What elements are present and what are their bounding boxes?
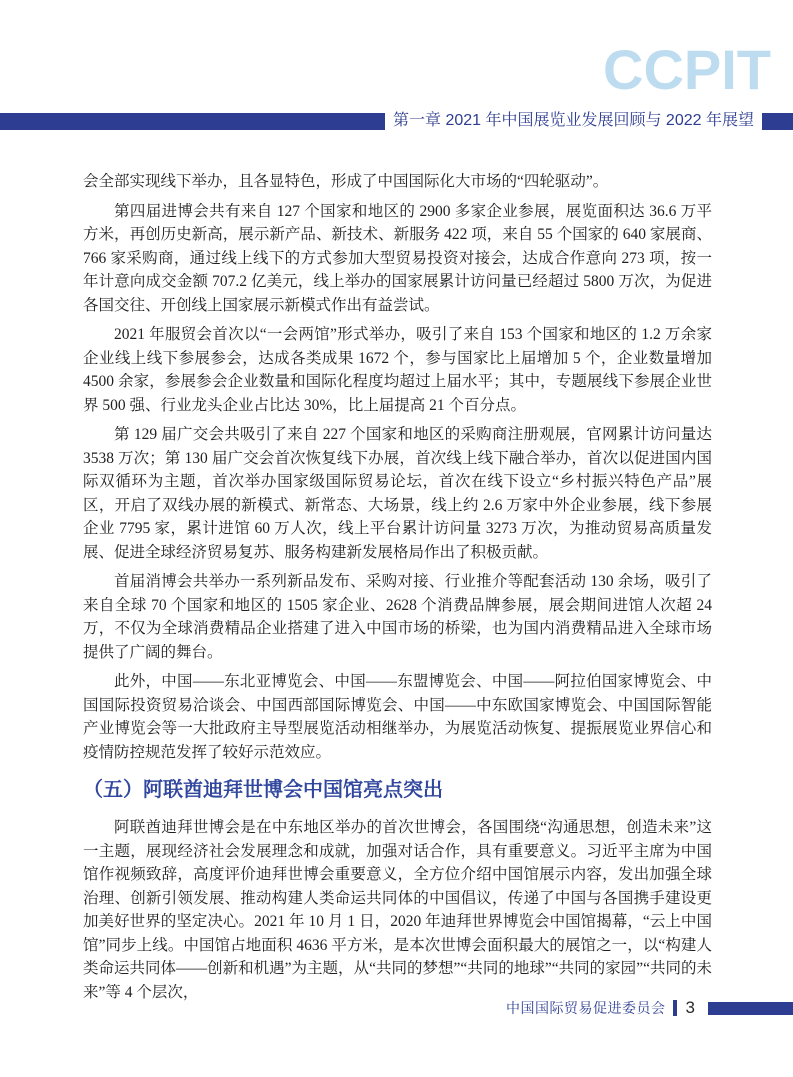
paragraph-ciie: 第四届进博会共有来自 127 个国家和地区的 2900 多家企业参展，展览面积达 36.6 万平方米，再创历史新高，展示新产品、新技术、新服务 422 项，来自 55 个国家的 640 家展商、766 家采购商，通过线上线下的方式参加大型贸易投资对接会，达成合作意向 273 项，按一年计意向成交金额 707.2 亿美元，线上举办的国家展累计访问量已经超过 5800 万次，为促进各国交往、开创线上国家展示新模式作出有益尝试。 — [83, 202, 712, 314]
paragraph-canton-fair: 第 129 届广交会共吸引了来自 227 个国家和地区的采购商注册观展，官网累计访问量达 3538 万次；第 130 届广交会首次恢复线下办展，首次线上线下融合举办，首次以促进国内国际双循环为主题，首次举办国家级国际贸易论坛，首次在线下设立“乡村振兴特色产品”展区，开启了双线办展的新模式、新常态、大场景，线上约 2.6 万家中外企业参展，线下参展企业 7795 家，累计进馆 60 万人次，线上平台累计访问量 3273 万次，为推动贸易高质量发展、促进全球经济贸易复苏、服务构建新发展格局作出了积极贡献。 — [83, 426, 712, 561]
page-footer — [0, 998, 793, 1018]
header-bar-right — [762, 113, 793, 130]
footer-bar — [708, 1002, 793, 1015]
section-heading: （五）阿联酋迪拜世博会中国馆亮点突出 — [83, 779, 443, 801]
chapter-title: 第一章 2021 年中国展览业发展回顾与 2022 年展望 — [393, 112, 754, 129]
paragraph-other-expos: 此外，中国——东北亚博览会、中国——东盟博览会、中国——阿拉伯国家博览会、中国国际投资贸易洽谈会、中国西部国际博览会、中国——中东欧国家博览会、中国国际智能产业博览会等一大批政府主导型展览活动相继举办，为展览活动恢复、提振展览业界信心和疫情防控规范发挥了较好示范效应。 — [83, 673, 712, 761]
paragraph-dubai-expo: 阿联酋迪拜世博会是在中东地区举办的首次世博会，各国围绕“沟通思想，创造未来”这一主题，展现经济社会发展理念和成就，加强对话合作，具有重要意义。习近平主席为中国馆作视频致辞，高度评价迪拜世博会重要意义，全方位介绍中国馆展示内容，发出加强全球治理、创新引领发展、推动构建人类命运共同体的中国倡议，传递了中国与各国携手建设更加美好世界的坚定决心。2021 年 10 月 1 日，2020 年迪拜世界博览会中国馆揭幕，“云上中国馆”同步上线。中国馆占地面积 4636 平方米，是本次世博会面积最大的展馆之一，以“构建人类命运共同体——创新和机遇”为主题，从“共同的梦想”“共同的地球”“共同的家园”“共同的未来”等 4 个层次， — [83, 819, 712, 1001]
header-bar-left — [0, 113, 385, 130]
page-content — [83, 170, 712, 1010]
footer-separator-bar — [673, 1000, 677, 1016]
paragraph-cicpe: 首届消博会共举办一系列新品发布、采购对接、行业推介等配套活动 130 余场，吸引了来自全球 70 个国家和地区的 1505 家企业、2628 个消费品牌参展，展会期间进馆人次超 24 万，不仅为全球消费精品企业搭建了进入中国市场的桥梁，也为国内消费精品进入全球市场提供了广阔的舞台。 — [83, 573, 712, 661]
paragraph-ciftis: 2021 年服贸会首次以“一会两馆”形式举办，吸引了来自 153 个国家和地区的 1.2 万余家企业线上线下参展参会，达成各类成果 1672 个，参与国家比上届增加 5 个，企业数量增加 4500 余家，参展参会企业数量和国际化程度均超过上届水平；其中，专题展线下参展企业世界 500 强、行业龙头企业占比达 30%，比上届提高 21 个百分点。 — [83, 326, 712, 414]
chapter-header — [0, 112, 793, 130]
footer-organization: 中国国际贸易促进委员会 — [506, 1000, 666, 1016]
ccpit-logo: CCPIT — [603, 38, 771, 101]
paragraph-continuation: 会全部实现线下举办，且各显特色，形成了中国国际化大市场的“四轮驱动”。 — [83, 173, 609, 190]
page-number: 3 — [685, 998, 695, 1017]
